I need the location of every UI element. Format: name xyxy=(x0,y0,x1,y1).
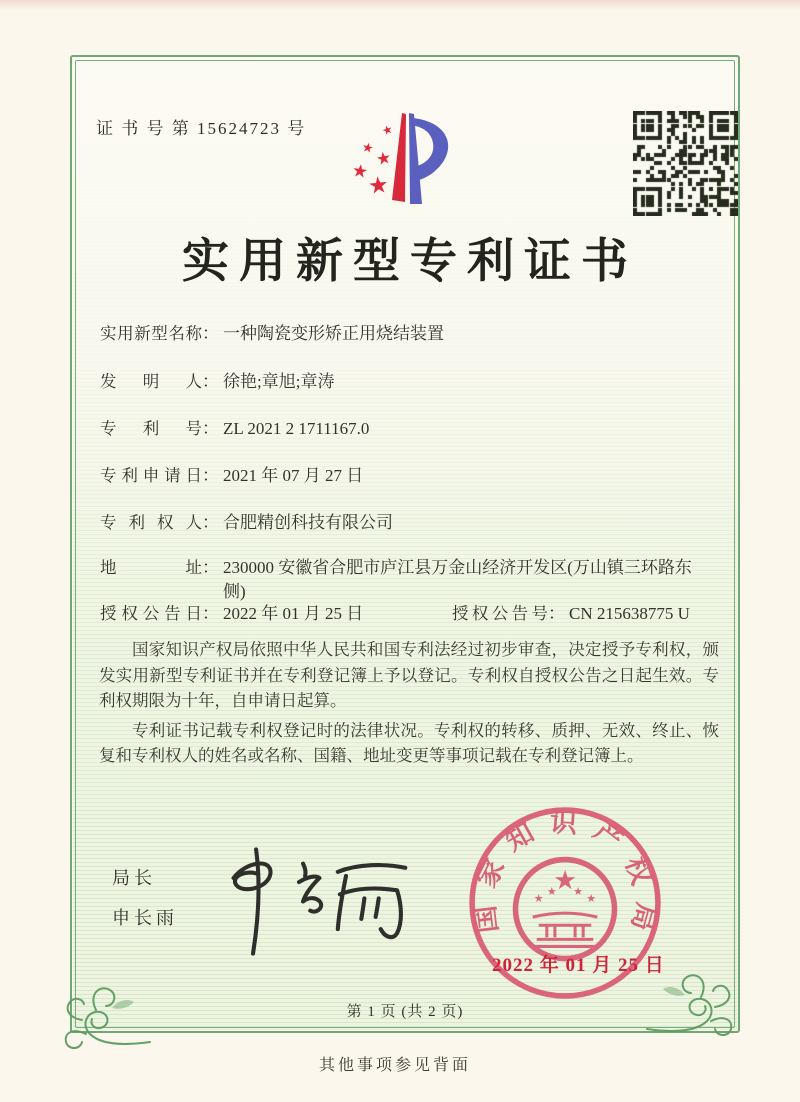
page-title: 实用新型专利证书 xyxy=(182,236,638,288)
field-colon: ： xyxy=(202,324,219,343)
logo-star-icon: ★ xyxy=(350,159,370,183)
field-row-grant xyxy=(100,602,740,625)
field-value-utility-model-name: 一种陶瓷变形矫正用烧结装置 xyxy=(223,324,444,343)
seal-agency-text: 国家知识产权局 xyxy=(468,806,662,948)
signer-name: 申长雨 xyxy=(112,908,178,928)
field-row-name xyxy=(100,322,444,345)
field-label: 专利权人 xyxy=(100,513,202,532)
field-value-patentee: 合肥精创科技有限公司 xyxy=(223,513,393,532)
field-row-patent-number xyxy=(100,417,369,440)
national-emblem xyxy=(516,860,615,959)
field-value-grant-date: 2022 年 01 月 25 日 xyxy=(223,604,364,623)
field-row-patentee xyxy=(100,511,393,534)
cnipa-logo xyxy=(332,110,472,218)
field-value-address: 230000 安徽省合肥市庐江县万金山经济开发区(万山镇三环路东侧) xyxy=(223,558,692,601)
field-colon: ： xyxy=(202,372,219,391)
logo-star-icon: ★ xyxy=(380,121,395,139)
field-colon: ： xyxy=(202,513,219,532)
field-colon: ： xyxy=(202,466,219,485)
field-colon: ： xyxy=(548,604,565,623)
legal-paragraph-1: 国家知识产权局依照中华人民共和国专利法经过初步审查，决定授予专利权，颁发实用新型专利证书并在专利登记簿上予以登记。专利权自授权公告之日起生效。专利权期限为十年，自申请日起算。 xyxy=(99,640,719,710)
svg-text:★: ★ xyxy=(546,885,557,898)
director-signature xyxy=(205,843,440,961)
field-label: 专利申请日 xyxy=(100,466,202,485)
certificate-number: 证 书 号 第 15624723 号 xyxy=(96,119,307,138)
legal-paragraph-2: 专利证书记载专利权登记时的法律状况。专利权的转移、质押、无效、终止、恢复和专利权人的姓名或名称、国籍、地址变更等事项记载在专利登记簿上。 xyxy=(99,720,719,765)
field-label: 地址 xyxy=(100,558,202,577)
field-label: 专利号 xyxy=(100,419,202,438)
field-colon: ： xyxy=(202,419,219,438)
field-value-patent-number: ZL 2021 2 1711167.0 xyxy=(223,419,370,438)
field-label: 实用新型名称 xyxy=(100,324,202,343)
field-value-filing-date: 2021 年 07 月 27 日 xyxy=(223,466,364,485)
field-row-address xyxy=(100,556,701,604)
seal-date: 2022 年 01 月 25 日 xyxy=(492,955,665,976)
field-value-grant-number: CN 215638775 U xyxy=(569,604,690,623)
qr-code xyxy=(633,111,738,216)
logo-star-icon: ★ xyxy=(374,147,393,170)
field-colon: ： xyxy=(202,604,219,623)
legal-text-block xyxy=(99,637,719,773)
logo-star-icon: ★ xyxy=(360,138,376,157)
scan-edge-artifact xyxy=(0,0,800,10)
field-row-inventor xyxy=(100,370,334,393)
field-label: 授权公告号 xyxy=(452,604,548,623)
logo-star-icon: ★ xyxy=(366,171,390,200)
page-number: 第 1 页 (共 2 页) xyxy=(346,1004,464,1020)
field-label: 授权公告日 xyxy=(100,604,202,623)
field-group-grant-number xyxy=(452,602,690,625)
field-colon: ： xyxy=(202,558,219,577)
svg-text:★: ★ xyxy=(573,885,584,898)
svg-text:★: ★ xyxy=(586,892,597,905)
svg-text:★: ★ xyxy=(533,892,544,905)
field-value-inventors: 徐艳;章旭;章涛 xyxy=(223,372,335,391)
svg-text:★: ★ xyxy=(553,865,577,895)
field-label: 发明人 xyxy=(100,372,202,391)
back-side-note: 其他事项参见背面 xyxy=(318,1057,471,1074)
signer-post-label: 局长 xyxy=(112,868,156,888)
field-row-filing-date xyxy=(100,464,363,487)
